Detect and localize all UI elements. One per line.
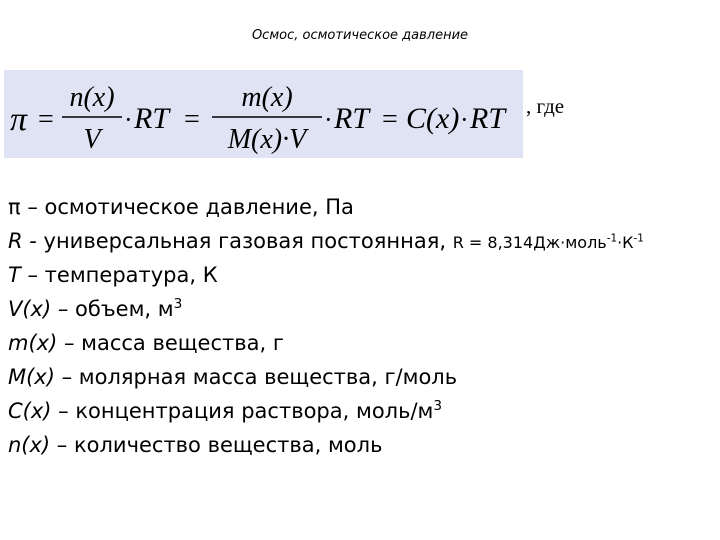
definition-pi [8,190,644,224]
definition-text: - универсальная газовая постоянная, [22,229,453,253]
definition-molar-mass [8,360,644,394]
definition-symbol: R [8,229,23,253]
definition-text: – количество вещества, моль [50,433,383,457]
where-word: , где [526,94,565,118]
definitions-list [8,190,644,462]
definition-mx [8,326,644,360]
gas-constant-unit: ·К [617,233,634,252]
formula-dot-1: · [124,105,133,134]
formula-rt-3: RT [470,102,506,135]
formula-rt-2: RT [334,102,370,135]
formula-m-numerator: m(x) [241,82,293,113]
gas-constant-number: R = 8,314Дж·моль [452,233,607,252]
osmotic-pressure-formula [4,70,523,158]
exponent: 3 [173,296,183,312]
definition-symbol: C(x) [8,399,52,423]
formula-eq-2: = [184,104,200,135]
definition-symbol: T [8,263,21,287]
formula-dot-3: · [460,105,469,134]
formula-cx: C(x) [406,102,460,135]
definition-symbol: n(x) [8,433,51,457]
definition-symbol: m(x) [8,331,58,355]
formula-dot-2: · [324,105,333,134]
definition-nx [8,428,644,462]
definition-t [8,258,644,292]
definition-text: – объем, м [51,297,174,321]
formula-pi: π [10,101,28,138]
exponent: -1 [633,232,644,245]
exponent: -1 [606,232,618,245]
definition-symbol: V(x) [8,297,52,321]
definition-symbol: π [8,195,21,219]
definition-r [8,224,644,258]
definition-text: – масса вещества, г [57,331,284,355]
definition-text: – осмотическое давление, Па [20,195,354,219]
exponent: 3 [433,398,443,414]
formula-v-denominator: V [83,124,101,155]
formula-eq-1: = [38,104,54,135]
formula-box [4,70,523,158]
formula-eq-3: = [382,104,398,135]
slide-title: Осмос, осмотическое давление [251,28,469,43]
formula-rt-1: RT [134,102,170,135]
definition-text: – температура, К [20,263,218,287]
definition-symbol: M(x) [8,365,55,389]
formula-n-numerator: n(x) [69,82,115,113]
definition-text: – концентрация раствора, моль/м [51,399,434,423]
definition-text: – молярная масса вещества, г/моль [54,365,458,389]
definition-vx [8,292,644,326]
definition-cx [8,394,644,428]
gas-constant-value [453,233,644,252]
formula-mv-denominator: M(x)·V [227,124,307,155]
